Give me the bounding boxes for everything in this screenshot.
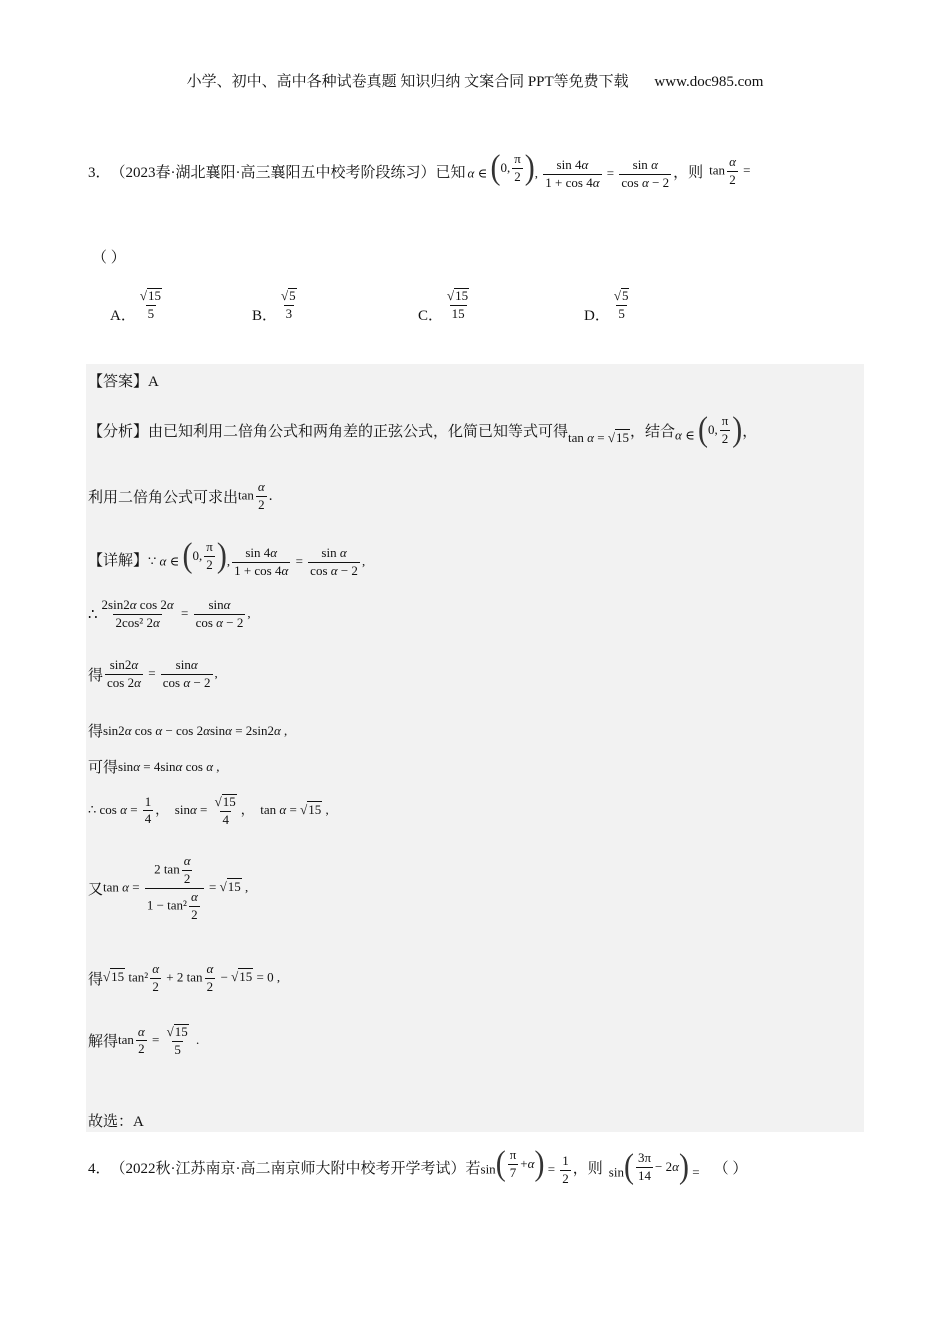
q3-then: ，则 (673, 164, 704, 181)
detail-step-8: √ 15 tan² $\frac{\alpha}{2}$ + 2 tan $\frac{\alpha}{2}$ − √ 15 = 0 , (103, 961, 281, 994)
option-den: 5 (147, 305, 155, 321)
analysis-text-1: 由已知利用二倍角公式和两角差的正弦公式，化简已知等式可得 (148, 423, 569, 440)
option-den: 15 (451, 305, 465, 321)
q3-source: （2023春·湖北襄阳·高三襄阳五中校考阶段练习）已知 (110, 164, 466, 181)
you-label: 又 (88, 881, 104, 898)
detail-line-3 (88, 658, 218, 691)
q4-blank: （ ） (713, 1160, 748, 1177)
detail-step-4: sin2α cos α − cos 2αsinα = 2sin2α , (103, 722, 288, 738)
analysis-text-3: 利用二倍角公式可求出 (88, 489, 239, 506)
option-num: 5 (289, 287, 296, 303)
detail-line-8 (88, 962, 280, 995)
de-label: 得 (88, 667, 104, 684)
detail-label: 【详解】 (88, 552, 149, 569)
kede-label: 可得 (88, 760, 119, 776)
analysis-range: α ∈ ( 0, $\frac{\pi}{2}$ ) (675, 410, 743, 449)
detail-line-2 (88, 598, 251, 631)
analysis-label: 【分析】 (88, 423, 149, 440)
final-choice: 故选：A (88, 1114, 144, 1130)
q3-option-d: D． √ 5 5 (584, 287, 629, 324)
q3-option-b: B． √ 5 3 (252, 287, 296, 324)
analysis-tan-result: tan α = √ 15 (568, 429, 629, 445)
q3-target: tan $\frac{\alpha}{2}$ = (709, 154, 751, 187)
detail-step-9: tan $\frac{\alpha}{2}$ = √ 15 5 . (118, 1023, 200, 1057)
q3-condition: α ∈ ( 0, $\frac{\pi}{2}$ ) , $\frac{\sin 4\alpha}{1 + \cos 4\alpha}$ = $\frac{\text{sin α}}{\text{cos α − 2}}$ (467, 148, 670, 190)
detail-step-2: $\frac{\text{2sin2α cos 2α}}{\text{2cos² 2α}}$ = $\frac{\sin\alpha}{\text{cos α − 2}}$ , (101, 597, 251, 630)
q3-number: 3． (88, 164, 111, 181)
detail-step-3: $\frac{\sin 2\alpha}{\cos 2\alpha}$ = $\frac{\sin\alpha}{\text{cos α − 2}}$ , (107, 657, 218, 690)
option-label: A． (110, 308, 136, 324)
option-num: 15 (147, 287, 161, 303)
question-3-stem (88, 148, 751, 191)
option-den: 3 (285, 305, 293, 321)
q4-target: sin ( $\frac{3\pi}{14}$ − 2 α ) = (608, 1147, 700, 1186)
jiede-label: 解得 (88, 1034, 119, 1051)
detail-step-7: tan α = 2 tan $\frac{\alpha}{2}$ 1 − tan² $\frac{\alpha}{2}$ = √ 15 , (103, 853, 249, 922)
option-num: 15 (455, 287, 469, 303)
option-label: D． (584, 308, 610, 324)
header-text: 小学、初中、高中各种试卷真题 知识归纳 文案合同 PPT等免费下载 (186, 74, 629, 90)
q3-option-c: C． √ 15 15 (418, 287, 469, 324)
de-label: 得 (88, 971, 104, 988)
detail-line-9 (88, 1024, 199, 1058)
analysis-target: tan $\frac{\alpha}{2}$ (238, 479, 265, 512)
analysis-text-2: ，结合 (629, 423, 675, 440)
analysis-line-2: 利用二倍角公式可求出 tan $\frac{\alpha}{2}$ . (88, 479, 273, 512)
q4-number: 4． (88, 1160, 111, 1177)
detail-step-1: ∵ α ∈ ( 0, $\frac{\pi}{2}$ ) , $\frac{\sin 4\alpha}{1 + \cos 4\alpha}$ = $\frac{\text{sin α}}{\text{cos α − 2}}$ , (148, 536, 366, 578)
analysis-line: 【分析】 由已知利用二倍角公式和两角差的正弦公式，化简已知等式可得 tan α = √ 15 ，结合 α ∈ ( 0, $\frac{\pi}{2}$ ) ， (88, 410, 758, 449)
detail-step-6: ∴ cos α = $\frac{1}{4}$ ， sinα = √ 15 4 ， tan α = √ 15 , (88, 793, 329, 827)
detail-line-4 (88, 720, 287, 741)
q4-then: ，则 (572, 1160, 603, 1177)
detail-line-1 (88, 536, 366, 579)
q4-condition: sin ( $\frac{\pi}{7}$ + α ) = $\frac{1}{2}$ (480, 1144, 569, 1186)
option-label: B． (252, 308, 278, 324)
question-4-stem (88, 1144, 748, 1187)
option-den: 5 (618, 305, 625, 321)
detail-line-6 (88, 794, 329, 828)
header-site: www.doc985.com (654, 74, 764, 90)
de-label: 得 (88, 724, 104, 740)
detail-line-7 (88, 854, 248, 923)
detail-step-5: sinα = 4sinα cos α , (118, 758, 220, 774)
q4-source: （2022秋·江苏南京·高二南京师大附中校考开学考试）若 (110, 1160, 481, 1177)
option-label: C． (418, 308, 444, 324)
q3-option-a: A． √ 15 5 (110, 287, 161, 324)
detail-line-5 (88, 756, 220, 777)
option-num: 5 (621, 287, 629, 303)
therefore-symbol: ∴ (88, 606, 98, 623)
page-header (0, 70, 950, 91)
answer-line: 【答案】A (88, 374, 159, 390)
q3-blank: （ ） (92, 250, 126, 266)
